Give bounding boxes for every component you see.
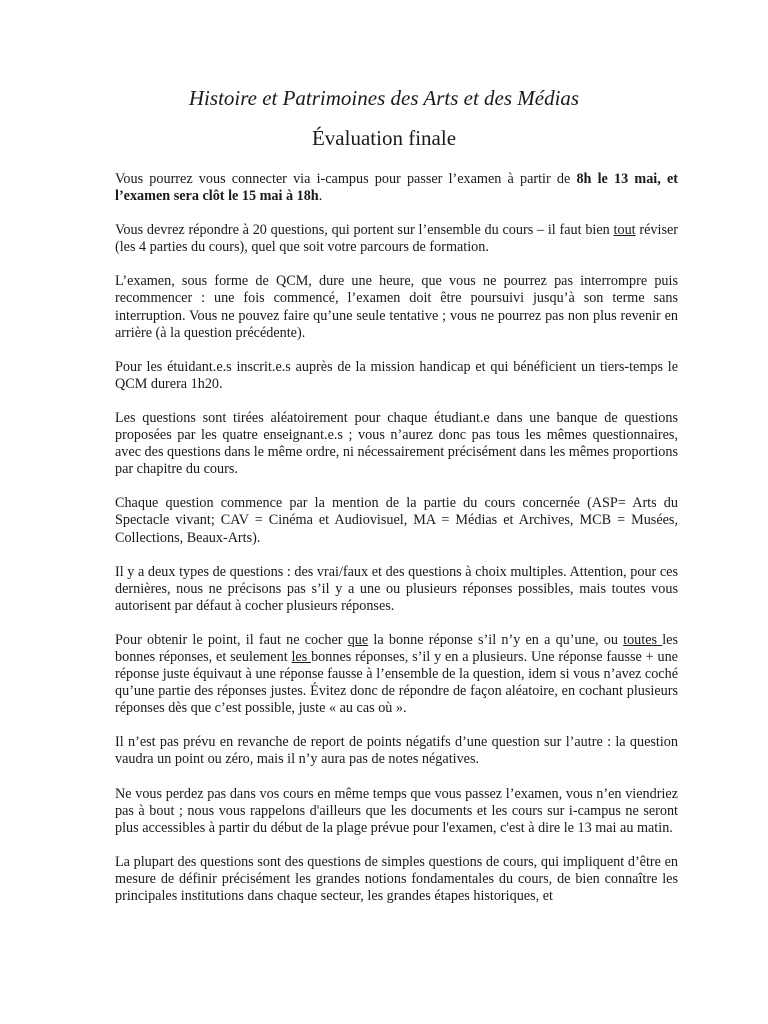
paragraph-course-parts: Chaque question commence par la mention de la partie du cours concernée (ASP= Arts du Spectacle vivant; CAV = Cinéma et Audiovisuel, MA = Médias et Archives, MCB = Musées, Collections, Beaux-Arts). [115,495,678,546]
exam-dates-bold: 8h le 13 mai, et l’examen sera clôt le 15 mai à 18h [115,171,678,205]
underlined-que: que [347,631,369,648]
paragraph-random-questions: Les questions sont tirées aléatoirement pour chaque étudiant.e dans une banque de questions proposées par les quatre enseignant.e.s ; vous n’aurez donc pas tous les mêmes questionnaires, avec des questions dans le même ordre, ni nécessairement précisément dans les mêmes proportions par chapitre du cours. [115,409,678,478]
document-subtitle: Évaluation finale [311,126,457,150]
paragraph-scoring: Pour obtenir le point, il faut ne cocher que la bonne réponse s’il n’y en a qu’une, ou toutes les bonnes réponses, et seulement les bonnes réponses, s’il y en a plusieurs. Une réponse fausse + une réponse juste équivaut à une réponse fausse à l’ensemble de la question, idem si vous n’avez coché qu’une partie des réponses justes. Évitez donc de répondre de façon aléatoire, en cochant plusieurs réponses dès que c’est possible, juste « au cas où ». [115,631,678,717]
underlined-tout: tout [613,222,636,239]
paragraph-documents: Ne vous perdez pas dans vos cours en même temps que vous passez l’examen, vous n’en viendriez pas à bout ; nous vous rappelons d'ailleurs que les documents et les cours sur i-campus ne seront plus accessibles à partir du début de la plage prévue pour l'examen, c'est à dire le 13 mai au matin. [115,785,678,836]
paragraph-exam-duration: L’examen, sous forme de QCM, dure une heure, que vous ne pourrez pas interrompre puis recommencer : une fois commencé, l’examen doit être poursuivi jusqu’à son terme sans interruption. Vous ne pouvez faire qu’une seule tentative ; vous ne pourrez pas non plus revenir en arrière (à la question précédente). [115,273,678,341]
underlined-les: les [291,648,312,665]
paragraph-question-types: Il y a deux types de questions : des vrai/faux et des questions à choix multiples. Attention, pour ces dernières, nous ne précisons pas s’il y a une ou plusieurs réponses possibles, mais toutes vous autorisent par défaut à cocher plusieurs réponses. [115,563,678,614]
paragraph-course-questions: La plupart des questions sont des questions de simples questions de cours, qui impliquent d’être en mesure de définir précisément les grandes notions fondamentales du cours, de bien connaître les principales institutions dans chaque secteur, les grandes étapes historiques, et [115,853,678,904]
document-body [115,171,678,922]
underlined-toutes: toutes [623,631,663,648]
paragraph-tiers-temps: Pour les étuidant.e.s inscrit.e.s auprès de la mission handicap et qui bénéficient un tiers-temps le QCM durera 1h20. [115,358,678,392]
paragraph-questions-count: Vous devrez répondre à 20 questions, qui portent sur l’ensemble du cours – il faut bien tout réviser (les 4 parties du cours), quel que soit votre parcours de formation. [115,222,678,256]
document-title: Histoire et Patrimoines des Arts et des Médias [188,86,580,110]
paragraph-no-negative: Il n’est pas prévu en revanche de report de points négatifs d’une question sur l’autre : la question vaudra un point ou zéro, mais il n’y aura pas de notes négatives. [115,734,678,768]
paragraph-exam-dates: Vous pourrez vous connecter via i-campus pour passer l’examen à partir de 8h le 13 mai, et l’examen sera clôt le 15 mai à 18h. [115,171,678,205]
